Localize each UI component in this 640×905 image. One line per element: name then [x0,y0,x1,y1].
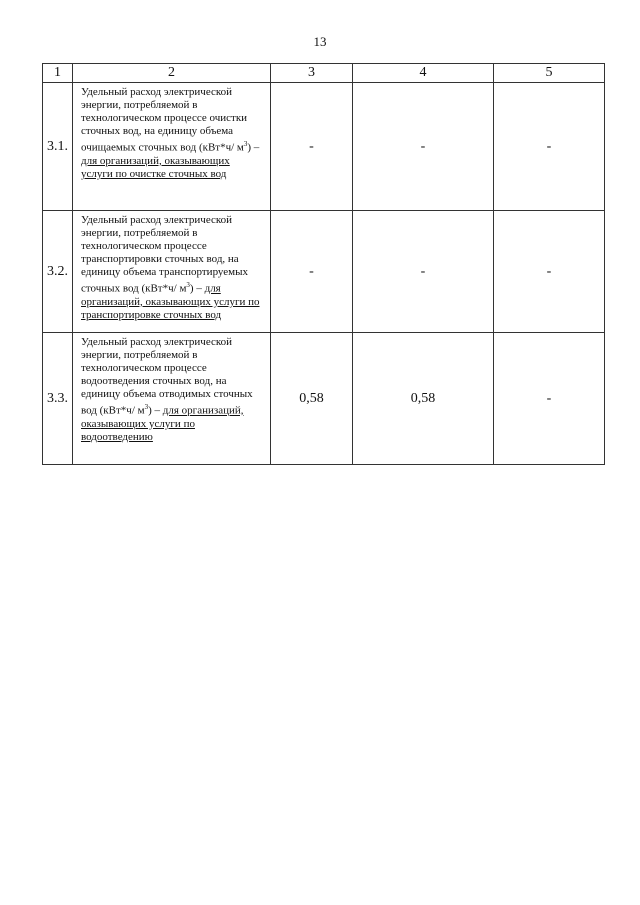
header-col-3: 3 [271,64,353,83]
value-col-4: - [353,211,494,333]
value-col-5: - [494,83,605,211]
value-col-5: - [494,211,605,333]
superscript: 3 [144,403,149,411]
organization-note: для организаций, оказывающих услуги по очистке сточных вод [81,154,230,180]
header-row [43,64,605,83]
table-row [43,83,605,211]
row-description [73,211,271,333]
value-col-5: - [494,333,605,465]
header-col-4: 4 [353,64,494,83]
row-description [73,83,271,211]
description-text-after: ) – [148,404,163,417]
row-number: 3.2. [43,211,73,333]
description-text-after: ) – [247,141,260,154]
description-text-after: ) – [189,282,205,295]
superscript: 3 [243,140,248,148]
description-text: Удельный расход электрической энергии, потребляемой в технологическом процессе водоотведения сточных вод, на единицу объема отводимых сточных вод (кВт*ч/ м [81,336,253,417]
description-text: Удельный расход электрической энергии, потребляемой в технологическом процессе очистки сточных вод, на единицу объема очищаемых сточных вод (кВт*ч/ м [81,86,248,154]
superscript: 3 [186,281,190,289]
organization-note: для организаций, оказывающих услуги по водоотведению [81,404,244,443]
row-number: 3.3. [43,333,73,465]
organization-note: для организаций, оказывающих услуги по транспортировке сточных вод [81,282,260,321]
value-col-4: 0,58 [353,333,494,465]
value-col-3: 0,58 [271,333,353,465]
description-text: Удельный расход электрической энергии, потребляемой в технологическом процессе транспортировки сточных вод, на единицу объема транспортируемых сточных вод (кВт*ч/ м [81,214,249,295]
data-table [42,63,605,465]
value-col-3: - [271,83,353,211]
row-description [73,333,271,465]
value-col-4: - [353,83,494,211]
table-row [43,333,605,465]
row-number: 3.1. [43,83,73,211]
header-col-1: 1 [43,64,73,83]
header-col-5: 5 [494,64,605,83]
table-row [43,211,605,333]
value-col-3: - [271,211,353,333]
header-col-2: 2 [73,64,271,83]
page-number: 13 [313,34,327,49]
